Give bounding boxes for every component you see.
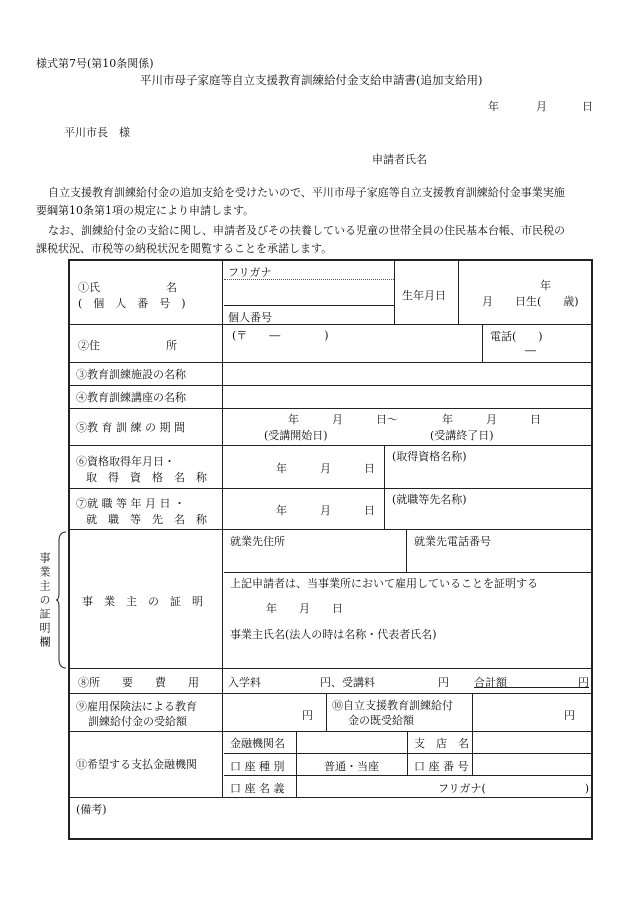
phone-field[interactable]: 電話( ) xyxy=(490,330,543,343)
addressee: 平川市長 様 xyxy=(64,126,130,139)
bank-label: ⑪希望する支払金融機関 xyxy=(76,758,197,771)
intro-line: 要綱第10条第1項の規定により申請します。 xyxy=(36,204,255,217)
prior-payment-amount[interactable]: 円 xyxy=(564,709,575,722)
address-label: ②住 所 xyxy=(78,339,177,352)
account-holder-label: 口 座 名 義 xyxy=(230,782,285,795)
postal-code-field[interactable]: (〒 ― ) xyxy=(232,329,329,342)
birthdate-field[interactable]: 月 日生( 歳) xyxy=(482,295,579,308)
branch-label: 支 店 名 xyxy=(414,737,469,750)
name-label: ①氏 名 xyxy=(78,281,177,294)
birthdate-label: 生年月日 xyxy=(402,289,446,302)
entrance-fee-field[interactable]: 入学料 xyxy=(228,676,261,689)
course-label: ④教育訓練講座の名称 xyxy=(76,391,186,404)
account-number-label: 口 座 番 号 xyxy=(414,760,469,773)
furigana-field[interactable]: フリガナ xyxy=(228,266,272,279)
intro-line: 自立支援教育訓練給付金の追加支給を受けたいので、平川市母子家庭等自立支援教育訓練給付金事業実施 xyxy=(48,186,565,199)
employment-name[interactable]: (就職等先名称) xyxy=(392,493,467,506)
applicant-name-label: 申請者氏名 xyxy=(372,153,427,166)
total-yen[interactable]: 円 xyxy=(578,676,589,689)
application-form-table xyxy=(68,259,593,840)
date-day: 日 xyxy=(582,100,593,113)
prior-payment-label: 金の既受給額 xyxy=(348,714,414,727)
insurance-amount[interactable]: 円 xyxy=(302,709,313,722)
personal-number-label: ( 個 人 番 号 ) xyxy=(78,297,186,310)
qualification-name[interactable]: (取得資格名称) xyxy=(392,450,467,463)
side-bracket xyxy=(56,531,68,669)
employer-certification: 上記申請者は、当事業所において雇用していることを証明する xyxy=(230,577,538,590)
qualification-date[interactable]: 年 月 日 xyxy=(276,462,375,475)
tuition-field[interactable]: 円、受講料 xyxy=(320,676,375,689)
intro-line: なお、訓練給付金の支給に関し、申請者及びその扶養している児童の世帯全員の住民基本台帳、市民税の xyxy=(48,224,565,237)
employment-date[interactable]: 年 月 日 xyxy=(276,504,375,517)
intro-line: 課税状況、市税等の納税状況を閲覧することを承諾します。 xyxy=(36,242,333,255)
employer-name-field[interactable]: 事業主氏名(法人の時は名称・代表者氏名) xyxy=(230,628,437,641)
insurance-label: ⑨雇用保険法による教育 xyxy=(76,700,197,713)
intro-paragraph-1 xyxy=(36,184,598,220)
qualification-label: 取 得 資 格 名 称 xyxy=(86,471,207,484)
form-number: 様式第7号(第10条関係) xyxy=(36,57,154,70)
account-holder-furigana[interactable]: フリガナ( ) xyxy=(438,782,590,795)
period-dates[interactable]: 年 月 日～ 年 月 日 xyxy=(288,413,541,426)
insurance-label: 訓練給付金の受給額 xyxy=(88,715,187,728)
remarks-label: (備考) xyxy=(76,803,107,816)
qualification-label: ⑥資格取得年月日・ xyxy=(76,455,175,468)
account-type-label: 口 座 種 別 xyxy=(230,760,285,773)
account-type-value[interactable]: 普通・当座 xyxy=(324,760,379,773)
personal-number-field[interactable]: 個人番号 xyxy=(228,311,272,324)
employer-address-field[interactable]: 就業先住所 xyxy=(230,535,285,548)
bank-name-label: 金融機関名 xyxy=(230,737,285,750)
period-end: (受講終了日) xyxy=(430,429,494,442)
employer-phone-field[interactable]: 就業先電話番号 xyxy=(414,535,491,548)
cost-label: ⑧所 要 費 用 xyxy=(78,676,199,689)
employment-label: 就 職 等 先 名 称 xyxy=(86,513,207,526)
period-start: (受講開始日) xyxy=(264,429,328,442)
total-label: 合計額 xyxy=(474,676,507,689)
date-year: 年 xyxy=(488,100,499,113)
document-title: 平川市母子家庭等自立支援教育訓練給付金支給申請書(追加支給用) xyxy=(140,73,483,87)
period-label: ⑤教 育 訓 練 の 期 間 xyxy=(76,421,185,434)
tuition-yen: 円 xyxy=(438,676,449,689)
phone-dash: ― xyxy=(525,344,536,357)
employment-label: ⑦就 職 等 年 月 日 ・ xyxy=(76,497,185,510)
employer-date[interactable]: 年 月 日 xyxy=(266,602,343,615)
facility-label: ③教育訓練施設の名称 xyxy=(76,368,186,381)
prior-payment-label: ⑩自立支援教育訓練給付 xyxy=(332,699,453,712)
intro-paragraph-2 xyxy=(36,222,598,258)
date-month: 月 xyxy=(536,100,547,113)
birthdate-year[interactable]: 年 xyxy=(540,279,551,292)
employer-label: 事 業 主 の 証 明 xyxy=(82,595,203,608)
side-label: 事業主の証明欄 xyxy=(38,552,51,650)
